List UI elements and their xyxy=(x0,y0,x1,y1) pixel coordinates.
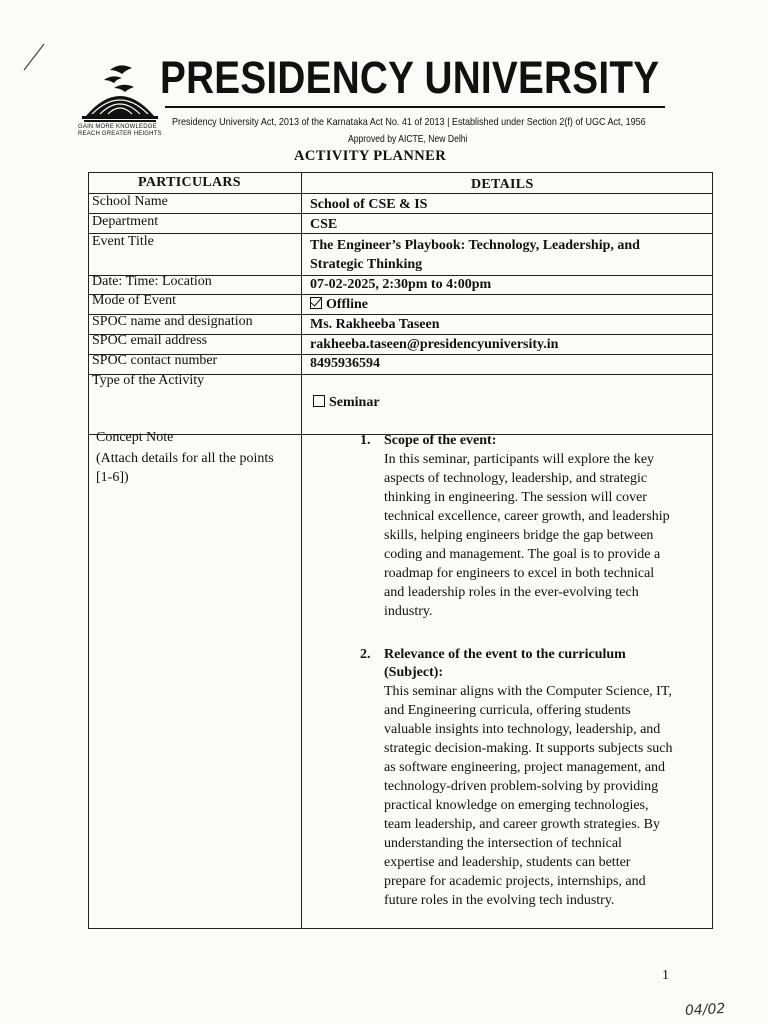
table-row-line xyxy=(88,172,713,173)
body-line: as software engineering, project management, and xyxy=(384,760,666,775)
label-spoc-name: SPOC name and designation xyxy=(92,314,253,329)
concept-item-body xyxy=(384,450,710,621)
label-concept-note-points: [1-6]) xyxy=(96,470,129,485)
table-row-line xyxy=(88,233,713,234)
label-school-name: School Name xyxy=(92,194,168,209)
concept-item xyxy=(360,646,710,910)
pen-mark-icon xyxy=(22,42,48,72)
value-event-title-line1: The Engineer’s Playbook: Technology, Leadership, and xyxy=(310,238,640,253)
body-line: In this seminar, participants will explore the key xyxy=(384,452,655,467)
table-border-left xyxy=(88,172,89,929)
label-spoc-email: SPOC email address xyxy=(92,333,208,348)
value-activity-type xyxy=(313,394,380,412)
label-event-title: Event Title xyxy=(92,234,154,249)
body-line: industry. xyxy=(384,604,433,619)
table-row-line xyxy=(88,928,713,929)
concept-item-title-cont: (Subject): xyxy=(384,665,444,680)
logo-tagline-line2: REACH GREATER HEIGHTS xyxy=(78,131,162,137)
body-line: coding and management. The goal is to provide a xyxy=(384,547,661,562)
concept-item-number: 1. xyxy=(360,433,371,448)
label-concept-note-sub: (Attach details for all the points xyxy=(96,451,274,466)
body-line: practical knowledge on emerging technologies, xyxy=(384,798,649,813)
mode-offline-label: Offline xyxy=(326,297,368,312)
page-number: 1 xyxy=(662,968,669,983)
concept-item-title: Relevance of the event to the curriculum xyxy=(384,647,626,662)
value-spoc-email: rakheeba.taseen@presidencyuniversity.in xyxy=(310,337,559,352)
table-column-divider xyxy=(301,172,302,929)
body-line: and leadership roles in the ever-evolving tech xyxy=(384,585,639,600)
label-activity-type: Type of the Activity xyxy=(92,373,205,388)
activity-seminar-label: Seminar xyxy=(329,395,380,410)
column-header-details: DETAILS xyxy=(471,177,534,192)
table-border-right xyxy=(712,172,713,929)
value-spoc-name: Ms. Rakheeba Taseen xyxy=(310,317,440,332)
body-line: thinking in engineering. The session will cover xyxy=(384,490,647,505)
column-header-particulars: PARTICULARS xyxy=(138,175,241,190)
seminar-checkbox[interactable] xyxy=(313,395,325,407)
table-row-line xyxy=(88,193,713,194)
value-school-name: School of CSE & IS xyxy=(310,197,428,212)
concept-note-content xyxy=(360,432,710,910)
concept-item-body xyxy=(384,682,710,910)
body-line: valuable insights into technology, leadership, and xyxy=(384,722,661,737)
document-title: ACTIVITY PLANNER xyxy=(294,148,447,164)
table-row-line xyxy=(88,294,713,295)
label-date-time-location: Date: Time: Location xyxy=(92,274,212,289)
body-line: roadmap for engineers to excel in both technical xyxy=(384,566,655,581)
body-line: technical excellence, career growth, and leadership xyxy=(384,509,670,524)
offline-checkbox[interactable] xyxy=(310,297,322,309)
header-rule xyxy=(165,106,665,108)
body-line: future roles in the evolving tech industry. xyxy=(384,893,615,908)
value-spoc-contact: 8495936594 xyxy=(310,356,380,371)
value-department: CSE xyxy=(310,217,338,232)
label-spoc-contact: SPOC contact number xyxy=(92,353,218,368)
label-mode-of-event: Mode of Event xyxy=(92,293,176,308)
body-line: prepare for academic projects, internships, and xyxy=(384,874,646,889)
body-line: aspects of technology, leadership, and strategic xyxy=(384,471,648,486)
body-line: skills, helping engineers bridge the gap between xyxy=(384,528,654,543)
body-line: and Engineering curricula, offering students xyxy=(384,703,631,718)
body-line: strategic decision-making. It supports subjects such xyxy=(384,741,673,756)
logo-tagline xyxy=(78,124,162,138)
body-line: expertise and leadership, students can better xyxy=(384,855,631,870)
label-department: Department xyxy=(92,214,159,229)
body-line: understanding the intersection of technical xyxy=(384,836,622,851)
body-line: technology-driven problem-solving by providing xyxy=(384,779,659,794)
concept-item-title: Scope of the event: xyxy=(384,433,497,448)
value-date-time-location: 07-02-2025, 2:30pm to 4:00pm xyxy=(310,277,492,292)
concept-item-number: 2. xyxy=(360,647,371,662)
value-mode-of-event xyxy=(310,296,368,314)
value-event-title-line2: Strategic Thinking xyxy=(310,257,423,272)
body-line: This seminar aligns with the Computer Science, IT, xyxy=(384,684,672,699)
handwritten-date: 04/02 xyxy=(684,1000,726,1020)
body-line: team leadership, and career growth strategies. By xyxy=(384,817,661,832)
act-line: Presidency University Act, 2013 of the Karnataka Act No. 41 of 2013 | Established under Section 2(f) of UGC Act, 1956 xyxy=(172,116,646,128)
university-name: PRESIDENCY UNIVERSITY xyxy=(160,52,660,103)
logo-tagline-line1: GAIN MORE KNOWLEDGE xyxy=(78,124,157,130)
concept-item xyxy=(360,432,710,621)
approval-line: Approved by AICTE, New Delhi xyxy=(348,134,468,145)
label-concept-note: Concept Note xyxy=(96,430,174,445)
